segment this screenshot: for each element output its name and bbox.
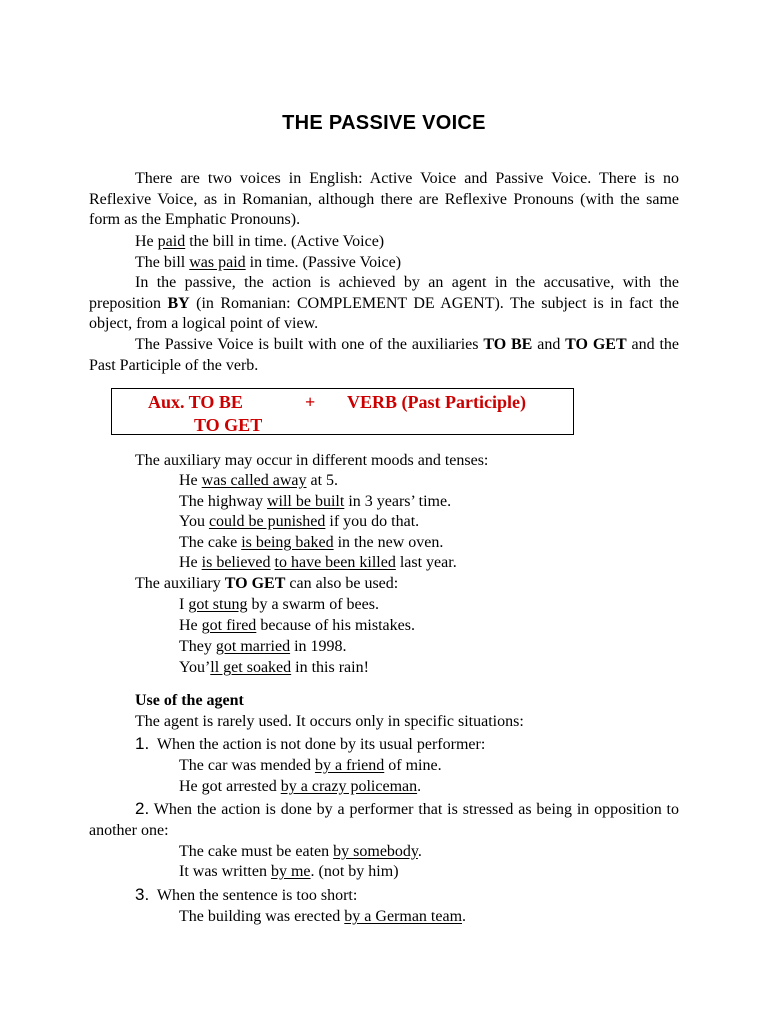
example-line: It was written by me. (not by him)	[179, 863, 399, 880]
formula-verb: VERB (Past Participle)	[347, 392, 526, 412]
to-get-heading: The auxiliary TO GET can also be used:	[135, 575, 399, 592]
formula-aux-to-be: Aux. TO BE	[148, 392, 243, 412]
example-line: I got stung by a swarm of bees.	[179, 596, 379, 613]
example-line: The highway will be built in 3 years’ time.	[179, 493, 452, 510]
example-line: He is believed to have been killed last year.	[179, 554, 457, 571]
formula-plus: +	[305, 392, 316, 412]
construction-paragraph: The Passive Voice is built with one of the auxiliaries TO BE and TO GET and the Past Participle of the verb.	[89, 336, 680, 374]
moods-heading: The auxiliary may occur in different moods and tenses:	[135, 452, 489, 469]
example-line: The car was mended by a friend of mine.	[179, 757, 442, 774]
agent-paragraph: In the passive, the action is achieved by an agent in the accusative, with the preposition BY (in Romanian: COMPLEMENT DE AGENT). The subject is in fact the object, from a logical point of view.	[89, 274, 679, 332]
example-line: They got married in 1998.	[179, 638, 347, 655]
example-line: You’ll get soaked in this rain!	[179, 659, 369, 676]
example-line: The cake is being baked in the new oven.	[179, 534, 444, 551]
example-line: The building was erected by a German team.	[179, 908, 467, 925]
example-line: You could be punished if you do that.	[179, 513, 420, 530]
intro-paragraph: There are two voices in English: Active Voice and Passive Voice. There is no Reflexive Voice, as in Romanian, although there are Reflexive Pronouns (with the same form as the Emphatic Pronouns).	[89, 170, 679, 228]
active-voice-example: He paid the bill in time. (Active Voice)	[135, 233, 385, 250]
agent-case-1: 1. When the action is not done by its usual performer:	[135, 734, 486, 753]
page-title: THE PASSIVE VOICE	[282, 112, 486, 134]
example-line: He got fired because of his mistakes.	[179, 617, 415, 634]
example-line: He was called away at 5.	[179, 472, 339, 489]
agent-intro: The agent is rarely used. It occurs only in specific situations:	[135, 713, 524, 730]
example-line: He got arrested by a crazy policeman.	[179, 778, 422, 795]
agent-case-3: 3. When the sentence is too short:	[135, 885, 358, 904]
agent-section-heading: Use of the agent	[135, 692, 244, 709]
formula-aux-to-get: TO GET	[194, 415, 263, 435]
passive-voice-example: The bill was paid in time. (Passive Voice)	[135, 254, 402, 271]
example-line: The cake must be eaten by somebody.	[179, 843, 422, 860]
agent-case-2: 2. When the action is done by a performer that is stressed as being in opposition to another one:	[89, 799, 679, 839]
